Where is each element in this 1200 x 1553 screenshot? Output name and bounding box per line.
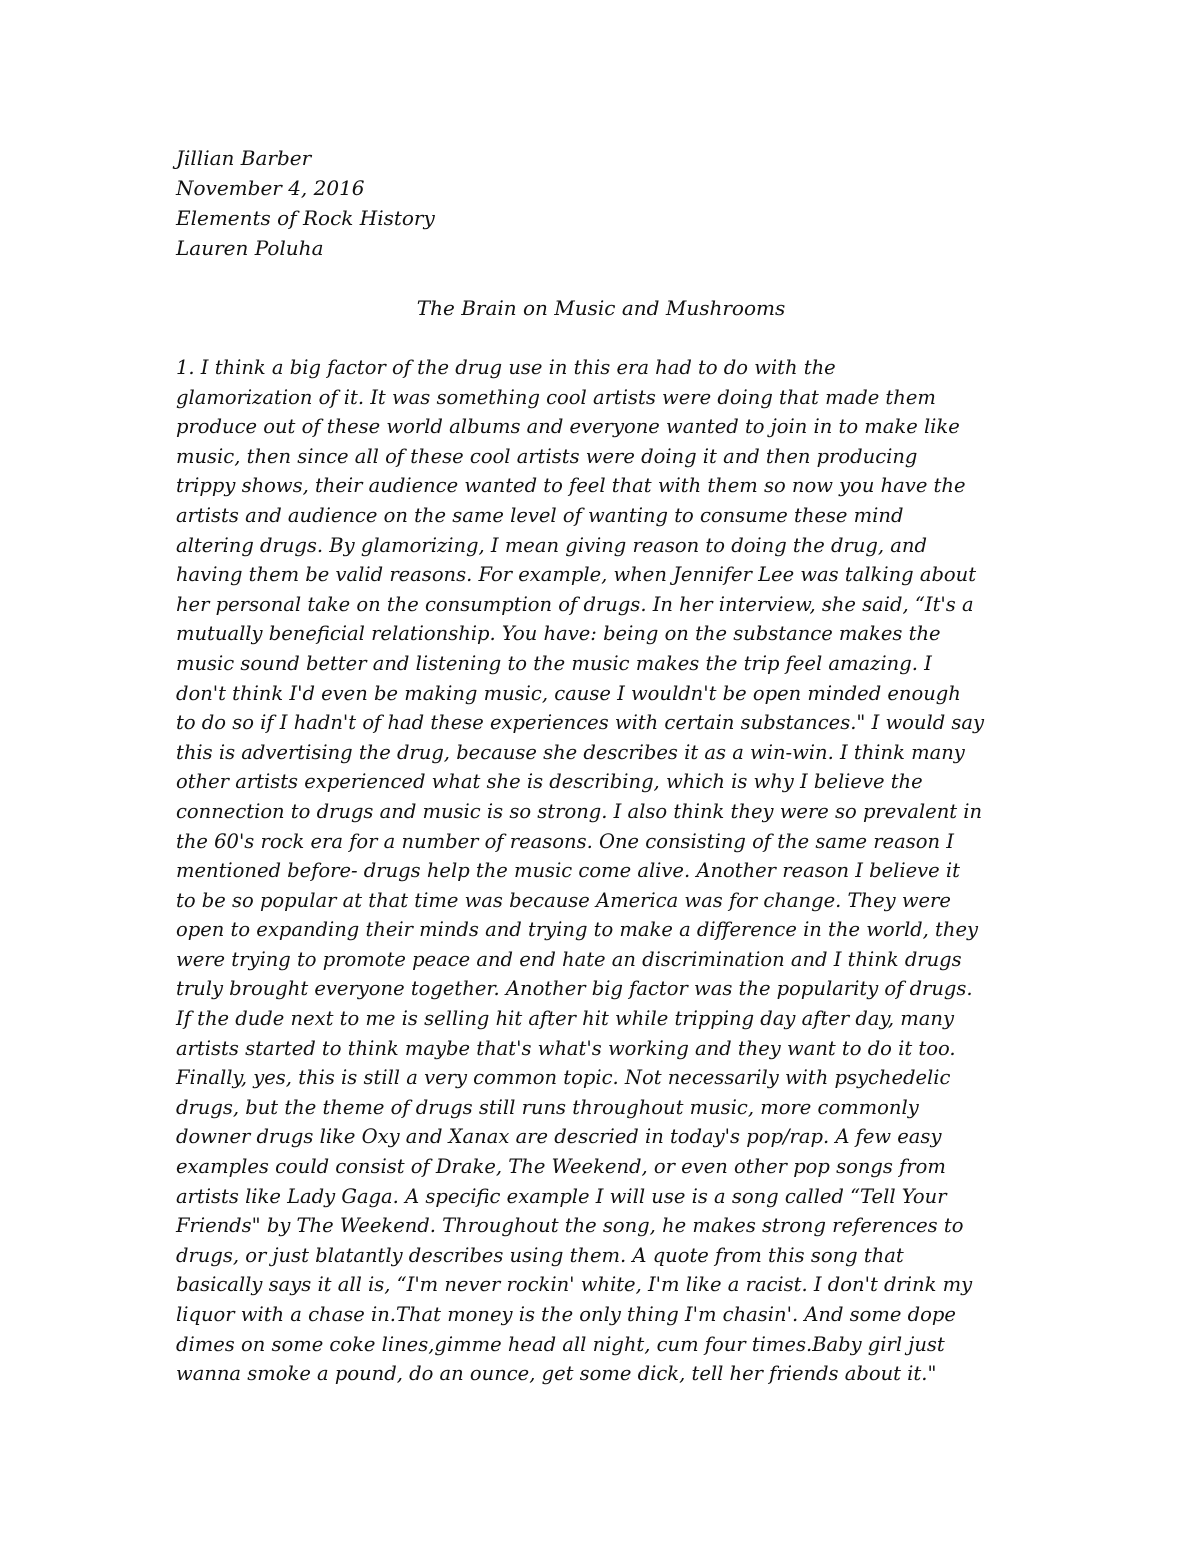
- body-line: mutually beneficial relationship. You have: being on the substance makes the: [176, 622, 941, 646]
- body-line: basically says it all is, “I'm never rockin' white, I'm like a racist. I don't drink my: [176, 1273, 973, 1297]
- body-line: drugs, but the theme of drugs still runs throughout music, more commonly: [176, 1095, 919, 1119]
- body-line: Friends" by The Weekend. Throughout the song, he makes strong references to: [176, 1214, 964, 1238]
- body-line: downer drugs like Oxy and Xanax are descried in today's pop/rap. A few easy: [176, 1125, 942, 1149]
- body-line: other artists experienced what she is describing, which is why I believe the: [176, 770, 923, 794]
- body-line: don't think I'd even be making music, cause I wouldn't be open minded enough: [176, 681, 961, 705]
- body-line: 1. I think a big factor of the drug use in this era had to do with the: [176, 356, 836, 379]
- body-line: produce out of these world albums and everyone wanted to join in to make like: [176, 415, 960, 439]
- header-block: [176, 143, 1036, 263]
- body-line: to do so if I hadn't of had these experiences with certain substances." I would say: [176, 711, 985, 735]
- body-line: open to expanding their minds and trying to make a difference in the world, they: [176, 918, 979, 942]
- body-line: drugs, or just blatantly describes using them. A quote from this song that: [176, 1243, 904, 1267]
- body-line: this is advertising the drug, because she describes it as a win-win. I think many: [176, 740, 965, 764]
- body-line: glamorization of it. It was something cool artists were doing that made them: [176, 385, 936, 409]
- body-line: dimes on some coke lines,gimme head all night, cum four times.Baby girl just: [176, 1332, 945, 1356]
- course-name: Elements of Rock History: [176, 206, 435, 230]
- body-line: trippy shows, their audience wanted to feel that with them so now you have the: [176, 474, 966, 498]
- body-line: having them be valid reasons. For example, when Jennifer Lee was talking about: [176, 563, 977, 587]
- body-line: to be so popular at that time was because America was for change. They were: [176, 888, 951, 912]
- body-line: wanna smoke a pound, do an ounce, get some dick, tell her friends about it.": [176, 1362, 937, 1386]
- author-name: Jillian Barber: [176, 146, 312, 170]
- body-line: were trying to promote peace and end hate an discrimination and I think drugs: [176, 947, 962, 971]
- body-line: altering drugs. By glamorizing, I mean giving reason to doing the drug, and: [176, 533, 927, 557]
- body-paragraph: [176, 353, 1036, 1389]
- body-line: the 60's rock era for a number of reasons. One consisting of the same reason I: [176, 829, 954, 853]
- document-title: The Brain on Music and Mushrooms: [416, 296, 786, 320]
- body-line: artists started to think maybe that's what's working and they want to do it too.: [176, 1036, 956, 1060]
- body-line: truly brought everyone together. Another big factor was the popularity of drugs.: [176, 977, 973, 1001]
- date-line: November 4, 2016: [176, 176, 365, 200]
- body-line: artists like Lady Gaga. A specific example I will use is a song called “Tell Your: [176, 1184, 947, 1208]
- body-line: mentioned before- drugs help the music come alive. Another reason I believe it: [176, 859, 960, 883]
- instructor-name: Lauren Poluha: [176, 236, 324, 260]
- body-line: connection to drugs and music is so strong. I also think they were so prevalent in: [176, 799, 983, 823]
- body-line: Finally, yes, this is still a very common topic. Not necessarily with psychedelic: [176, 1066, 951, 1090]
- body-line: her personal take on the consumption of drugs. In her interview, she said, “It's a: [176, 592, 974, 616]
- body-line: liquor with a chase in.That money is the only thing I'm chasin'. And some dope: [176, 1303, 956, 1326]
- body-line: music, then since all of these cool artists were doing it and then producing: [176, 444, 918, 468]
- body-line: examples could consist of Drake, The Weekend, or even other pop songs from: [176, 1155, 946, 1179]
- body-line: If the dude next to me is selling hit after hit while tripping day after day, many: [176, 1007, 954, 1031]
- body-line: artists and audience on the same level of wanting to consume these mind: [176, 503, 904, 527]
- body-line: music sound better and listening to the music makes the trip feel amazing. I: [176, 651, 932, 675]
